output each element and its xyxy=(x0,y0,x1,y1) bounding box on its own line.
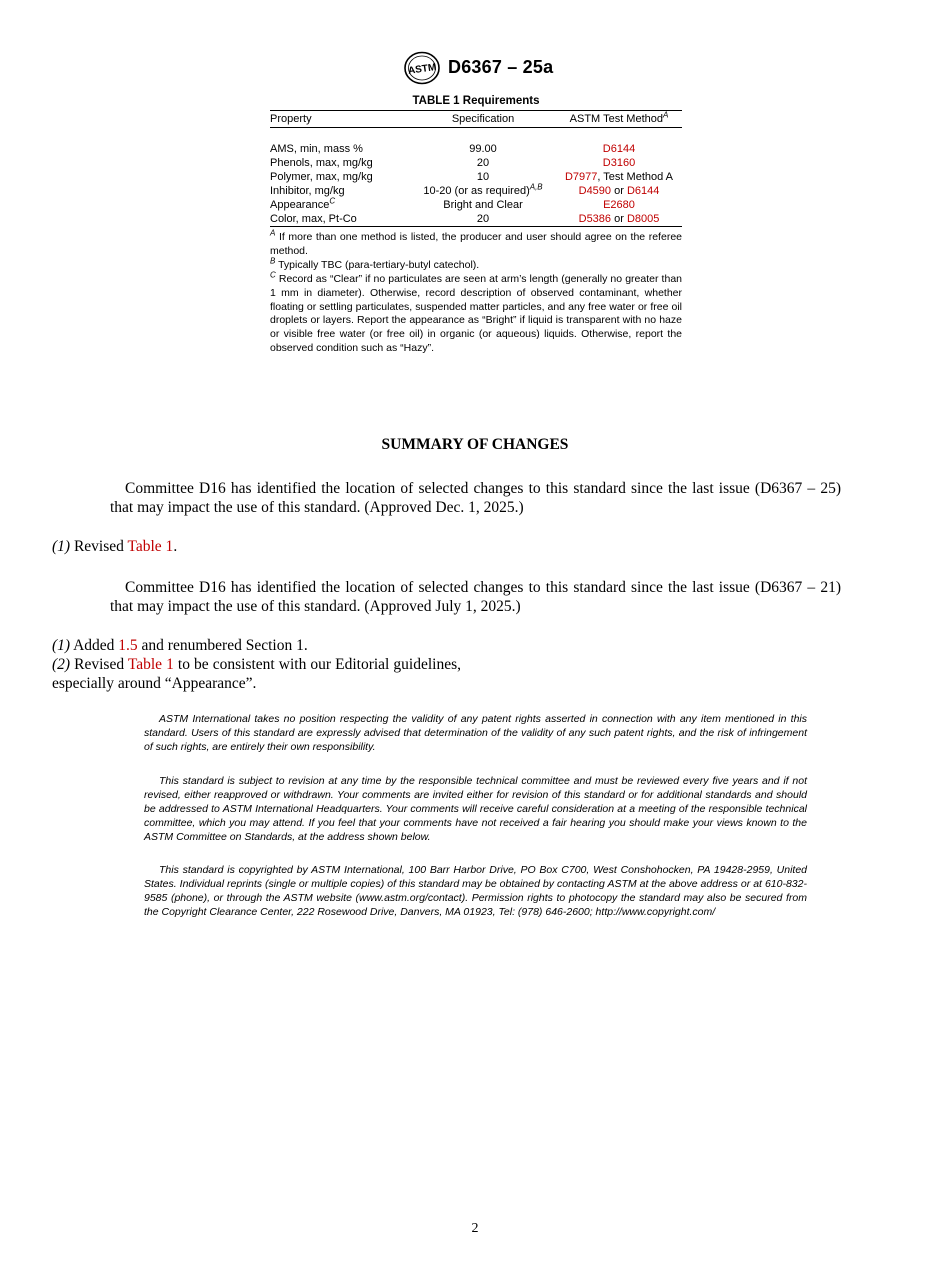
link-d4590[interactable]: D4590 xyxy=(578,185,612,197)
link-d6144[interactable]: D6144 xyxy=(602,143,636,155)
link-d5386[interactable]: D5386 xyxy=(578,213,612,225)
cell-property: Appearance$^C$ xyxy=(270,196,336,211)
cell-spec: Bright and Clear xyxy=(443,199,523,211)
summary-heading: SUMMARY OF CHANGES xyxy=(381,436,569,453)
change-item: (1) Revised Table 1. xyxy=(52,538,178,555)
table-row xyxy=(270,142,682,156)
summary-paragraph: Committee D16 has identified the location of selected changes to this standard since the last issue (D6367 – 21) that may impact the use of this standard. (Approved July 1, 2025.) xyxy=(110,579,841,615)
link-table-1[interactable]: Table 1 xyxy=(127,656,174,673)
cell-method xyxy=(556,198,682,212)
page-header xyxy=(0,50,950,86)
cell-property: Phenols, max, mg/kg xyxy=(270,157,373,169)
legal-notice-copyright: This standard is copyrighted by ASTM International, 100 Barr Harbor Drive, PO Box C700, West Conshohocken, PA 19428-2959, United States. Individual reprints (single or multiple copies) of this standard may be obtained by contacting ASTM at the above address or at 610-832-9585 (phone), or through the ASTM website (www.astm.org/contact). Permission rights to photocopy the standard may also be secured from the Copyright Clearance Center, 222 Rosewood Drive, Danvers, MA 01923, Tel: (978) 646-2600; http://www.copyright.com/ xyxy=(144,864,807,918)
requirements-table-block xyxy=(270,94,682,356)
page-number: 2 xyxy=(471,1221,479,1236)
legal-notice-patent: ASTM International takes no position respecting the validity of any patent rights asserted in connection with any item mentioned in this standard. Users of this standard are expressly advised that determination of the validity of any such patent rights, and the risk of infringement of such rights, are entirely their own responsibility. xyxy=(144,713,807,753)
link-section-1-5[interactable]: 1.5 xyxy=(118,637,138,654)
link-e2680[interactable]: E2680 xyxy=(603,199,635,211)
legal-notice-revision: This standard is subject to revision at any time by the responsible technical committee and must be reviewed every five years and if not revised, either reapproved or withdrawn. Your comments are invited either for revision of this standard or for additional standards and should be addressed to ASTM International Headquarters. Your comments will receive careful consideration at a meeting of the responsible technical committee, which you may attend. If you feel that your comments have not received a fair hearing you should make your views known to the ASTM Committee on Standards, at the address shown below. xyxy=(144,775,807,843)
table-footnote: $^B$ Typically TBC (para-tertiary-butyl catechol). xyxy=(270,256,480,271)
header-property: Property xyxy=(270,111,410,128)
document-designation: D6367 – 25a xyxy=(448,57,554,77)
change-item: (1) Added 1.5 and renumbered Section 1. xyxy=(52,637,308,654)
cell-spec: 20 xyxy=(410,212,556,227)
cell-property: Polymer, max, mg/kg xyxy=(270,171,373,183)
cell-property: AMS, min, mass % xyxy=(270,143,363,155)
change-item: (2) Revised Table 1 to be consistent with our Editorial guidelines, especially around “Appearance”. xyxy=(52,656,462,692)
table-row xyxy=(270,156,682,170)
table-footnote: $^A$ If more than one method is listed, the producer and user should agree on the referee method. xyxy=(270,228,682,257)
link-d6144[interactable]: D6144 xyxy=(626,185,660,197)
cell-spec: 99.00 xyxy=(469,143,497,155)
link-d3160[interactable]: D3160 xyxy=(602,157,636,169)
cell-spec: 20 xyxy=(476,157,490,169)
cell-spec: 10-20 (or as required)$^{A,B}$ xyxy=(423,182,543,197)
cell-spec: 10 xyxy=(476,171,490,183)
cell-method xyxy=(556,156,682,170)
table-row xyxy=(270,170,682,184)
header-specification: Specification xyxy=(410,111,556,128)
header-test-method: ASTM Test Method$^A$ xyxy=(556,111,682,128)
cell-property: Color, max, Pt-Co xyxy=(270,212,410,227)
astm-logo xyxy=(402,50,442,86)
cell-method: D4590 or D6144 xyxy=(578,185,660,197)
link-d7977[interactable]: D7977 xyxy=(564,171,598,183)
summary-paragraph: Committee D16 has identified the location of selected changes to this standard since the last issue (D6367 – 25) that may impact the use of this standard. (Approved Dec. 1, 2025.) xyxy=(110,480,841,516)
table-footnote: $^C$ Record as “Clear” if no particulates are seen at arm’s length (generally no greater than 1 mm in diameter). Otherwise, record description of observed contaminant, whether floating or settling particulates, suspended matter particles, and any free water or free oil droplets or layers. Report the appearance as “Bright” if liquid is transparent with no haze or visible free water (or free oil) in organic (or aqueous) liquids. Otherwise, report the observed condition such as “Hazy”. xyxy=(270,270,682,355)
cell-method: D7977, Test Method A xyxy=(564,171,674,183)
link-d8005[interactable]: D8005 xyxy=(626,213,660,225)
table-row xyxy=(270,198,682,212)
link-table-1[interactable]: Table 1 xyxy=(127,538,174,555)
table-header-row xyxy=(270,111,682,128)
cell-method xyxy=(556,142,682,156)
svg-text:ASTM: ASTM xyxy=(407,62,438,77)
table-row xyxy=(270,212,682,227)
requirements-table xyxy=(270,110,682,227)
cell-method: D5386 or D8005 xyxy=(556,212,682,227)
table-title: TABLE 1 Requirements xyxy=(412,95,540,107)
cell-property: Inhibitor, mg/kg xyxy=(270,185,345,197)
